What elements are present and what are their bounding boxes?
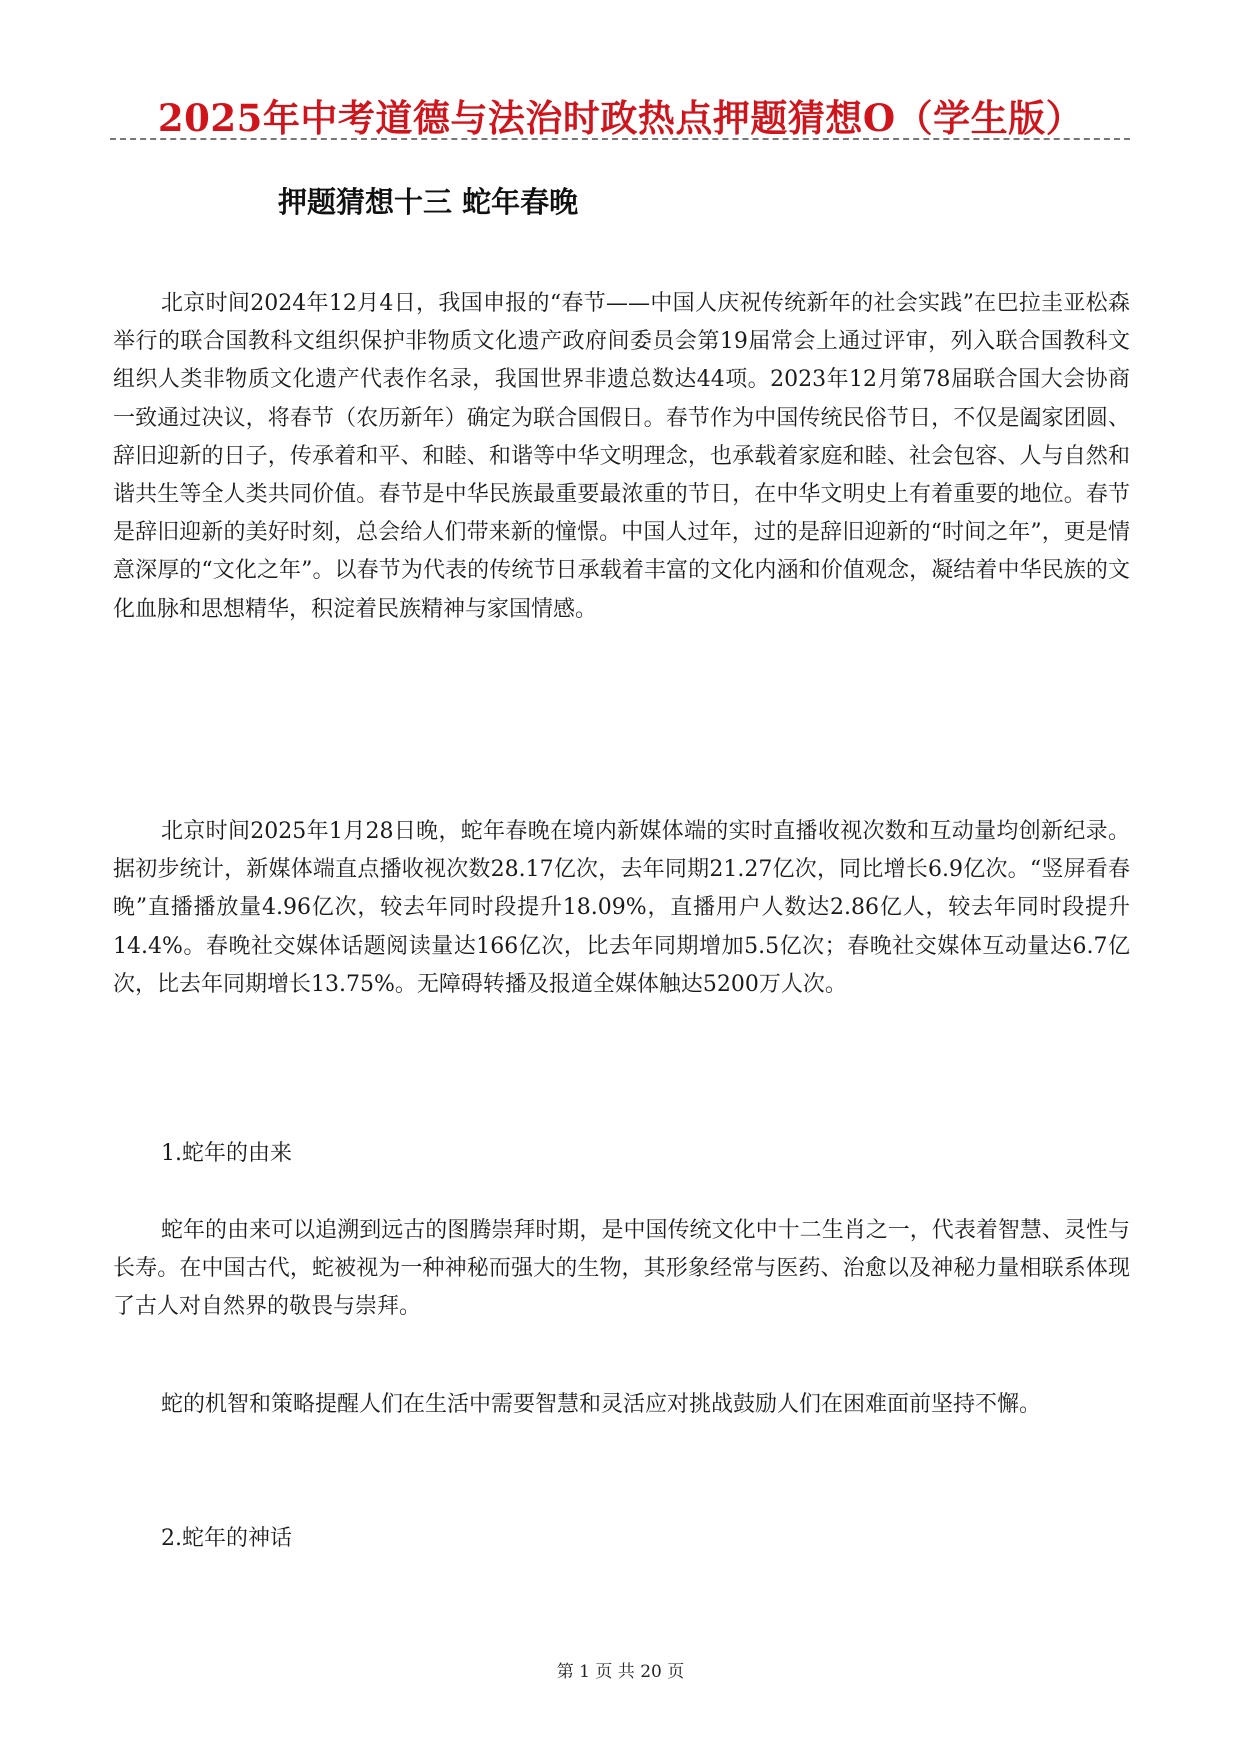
paragraph-gala-viewership: 北京时间2025年1月28日晚，蛇年春晚在境内新媒体端的实时直播收视次数和互动量均创新纪录。据初步统计，新媒体端直点播收视次数28.17亿次，去年同期21.27亿次，同比增长6.9亿次。“竖屏看春晚”直播播放量4.96亿次，较去年同时段提升18.09%，直播用户人数达2.86亿人，较去年同时段提升14.4%。春晚社交媒体话题阅读量达166亿次，比去年同期增加5.5亿次；春晚社交媒体互动量达6.7亿次，比去年同期增长13.75%。无障碍转播及报道全媒体触达5200万人次。 [113,819,1130,997]
section-heading: 押题猜想十三 蛇年春晚 [278,185,579,219]
subheading-snake-year-myth: 2.蛇年的神话 [161,1526,292,1551]
title-divider [110,138,1130,140]
paragraph-spring-festival-heritage: 北京时间2024年12月4日，我国申报的“春节——中国人庆祝传统新年的社会实践”在巴拉圭亚松森举行的联合国教科文组织保护非物质文化遗产政府间委员会第19届常会上通过评审，列入联合国教科文组织人类非物质文化遗产代表作名录，我国世界非遗总数达44项。2023年12月第78届联合国大会协商一致通过决议，将春节（农历新年）确定为联合国假日。春节作为中国传统民俗节日，不仅是阖家团圆、辞旧迎新的日子，传承着和平、和睦、和谐等中华文明理念，也承载着家庭和睦、社会包容、人与自然和谐共生等全人类共同价值。春节是中华民族最重要最浓重的节日，在中华文明史上有着重要的地位。春节是辞旧迎新的美好时刻，总会给人们带来新的憧憬。中国人过年，过的是辞旧迎新的“时间之年”，更是情意深厚的“文化之年”。以春节为代表的传统节日承载着丰富的文化内涵和价值观念，凝结着中华民族的文化血脉和思想精华，积淀着民族精神与家国情感。 [113,291,1130,622]
paragraph-snake-wisdom: 蛇的机智和策略提醒人们在生活中需要智慧和灵活应对挑战鼓励人们在困难面前坚持不懈。 [161,1392,1042,1417]
subheading-snake-year-origin: 1.蛇年的由来 [161,1141,292,1166]
document-title: 2025年中考道德与法治时政热点押题猜想O（学生版） [157,96,1084,140]
page-footer: 第 1 页 共 20 页 [556,1662,685,1682]
paragraph-snake-year-origin: 蛇年的由来可以追溯到远古的图腾崇拜时期，是中国传统文化中十二生肖之一，代表着智慧、灵性与长寿。在中国古代，蛇被视为一种神秘而强大的生物，其形象经常与医药、治愈以及神秘力量相联系体现了古人对自然界的敬畏与崇拜。 [113,1218,1130,1320]
